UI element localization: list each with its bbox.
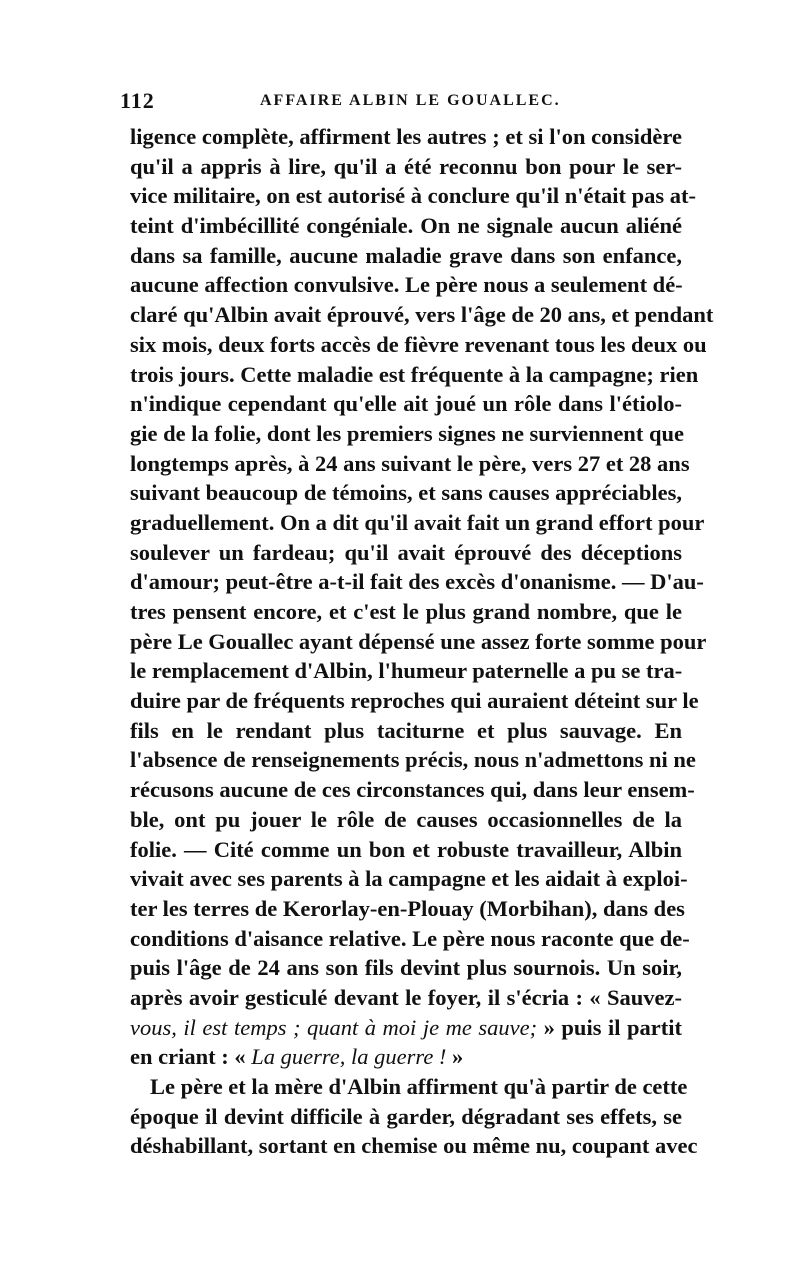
text-line: ter les terres de Kerorlay-en-Plouay (Morbihan), dans des <box>130 895 685 921</box>
text-line: claré qu'Albin avait éprouvé, vers l'âge de 20 ans, et pendant <box>130 302 714 328</box>
text-line: conditions d'aisance relative. Le père nous raconte que de- <box>130 925 690 951</box>
paragraph-first-line: Le père et la mère d'Albin affirment qu'à partir de cette <box>150 1074 688 1099</box>
text-line: dans sa famille, aucune maladie grave dans son enfance, <box>130 242 682 268</box>
running-title: AFFAIRE ALBIN LE GOUALLEC. <box>260 92 561 109</box>
text-segment: » puis il partit <box>537 1014 683 1040</box>
text-line: puis l'âge de 24 ans son fils devint plus sournois. Un soir, <box>130 955 682 981</box>
text-line-italic-mixed <box>130 1042 682 1072</box>
body-text <box>130 122 714 1161</box>
text-line: vice militaire, on est autorisé à conclure qu'il n'était pas at- <box>130 183 696 209</box>
text-line: ble, ont pu jouer le rôle de causes occasionnelles de la <box>130 806 682 832</box>
text-line: suivant beaucoup de témoins, et sans causes appréciables, <box>130 480 682 506</box>
text-line: graduellement. On a dit qu'il avait fait un grand effort pour <box>130 509 705 535</box>
text-line: longtemps après, à 24 ans suivant le père, vers 27 et 28 ans <box>130 450 690 476</box>
text-line: trois jours. Cette maladie est fréquente à la campagne; rien <box>130 361 699 387</box>
text-line: ligence complète, affirment les autres ; et si l'on considère <box>130 124 682 149</box>
running-head <box>120 88 680 118</box>
text-line: folie. — Cité comme un bon et robuste travailleur, Albin <box>130 836 682 862</box>
text-line: fils en le rendant plus taciturne et plus sauvage. En <box>130 717 682 743</box>
italic-quote: La guerre, la guerre ! <box>251 1044 447 1070</box>
text-line: soulever un fardeau; qu'il avait éprouvé des déceptions <box>130 539 682 565</box>
page-number: 112 <box>120 88 155 113</box>
text-line: vivait avec ses parents à la campagne et les aidait à exploi- <box>130 866 688 892</box>
text-line: l'absence de renseignements précis, nous n'admettons ni ne <box>130 747 696 773</box>
text-line: six mois, deux forts accès de fièvre revenant tous les deux ou <box>130 331 707 357</box>
text-line: époque il devint difficile à garder, dégradant ses effets, se <box>130 1103 682 1129</box>
text-line: n'indique cependant qu'elle ait joué un rôle dans l'étiolo- <box>130 391 682 417</box>
italic-quote: vous, il est temps ; quant à moi je me sauve; <box>130 1014 538 1040</box>
text-line: récusons aucune de ces circonstances qui, dans leur ensem- <box>130 777 695 803</box>
text-line: le remplacement d'Albin, l'humeur paternelle a pu se tra- <box>130 658 683 684</box>
text-line: père Le Gouallec ayant dépensé une assez forte somme pour <box>130 628 707 654</box>
text-line: après avoir gesticulé devant le foyer, il s'écria : « Sauvez- <box>130 984 682 1010</box>
text-line: qu'il a appris à lire, qu'il a été reconnu bon pour le ser- <box>130 153 682 179</box>
text-line: duire par de fréquents reproches qui auraient déteint sur le <box>130 688 699 714</box>
text-line: aucune affection convulsive. Le père nous a seulement dé- <box>130 272 683 298</box>
text-line: tres pensent encore, et c'est le plus grand nombre, que le <box>130 599 682 624</box>
text-line: d'amour; peut-être a-t-il fait des excès d'onanisme. — D'au- <box>130 569 704 595</box>
text-segment: » <box>446 1044 464 1070</box>
text-line: déshabillant, sortant en chemise ou même nu, coupant avec <box>130 1133 698 1159</box>
text-line-italic-mixed <box>130 1013 682 1043</box>
text-line: teint d'imbécillité congéniale. On ne signale aucun aliéné <box>130 213 682 239</box>
text-line: gie de la folie, dont les premiers signes ne surviennent que <box>130 420 684 446</box>
text-segment: en criant : « <box>130 1044 252 1070</box>
